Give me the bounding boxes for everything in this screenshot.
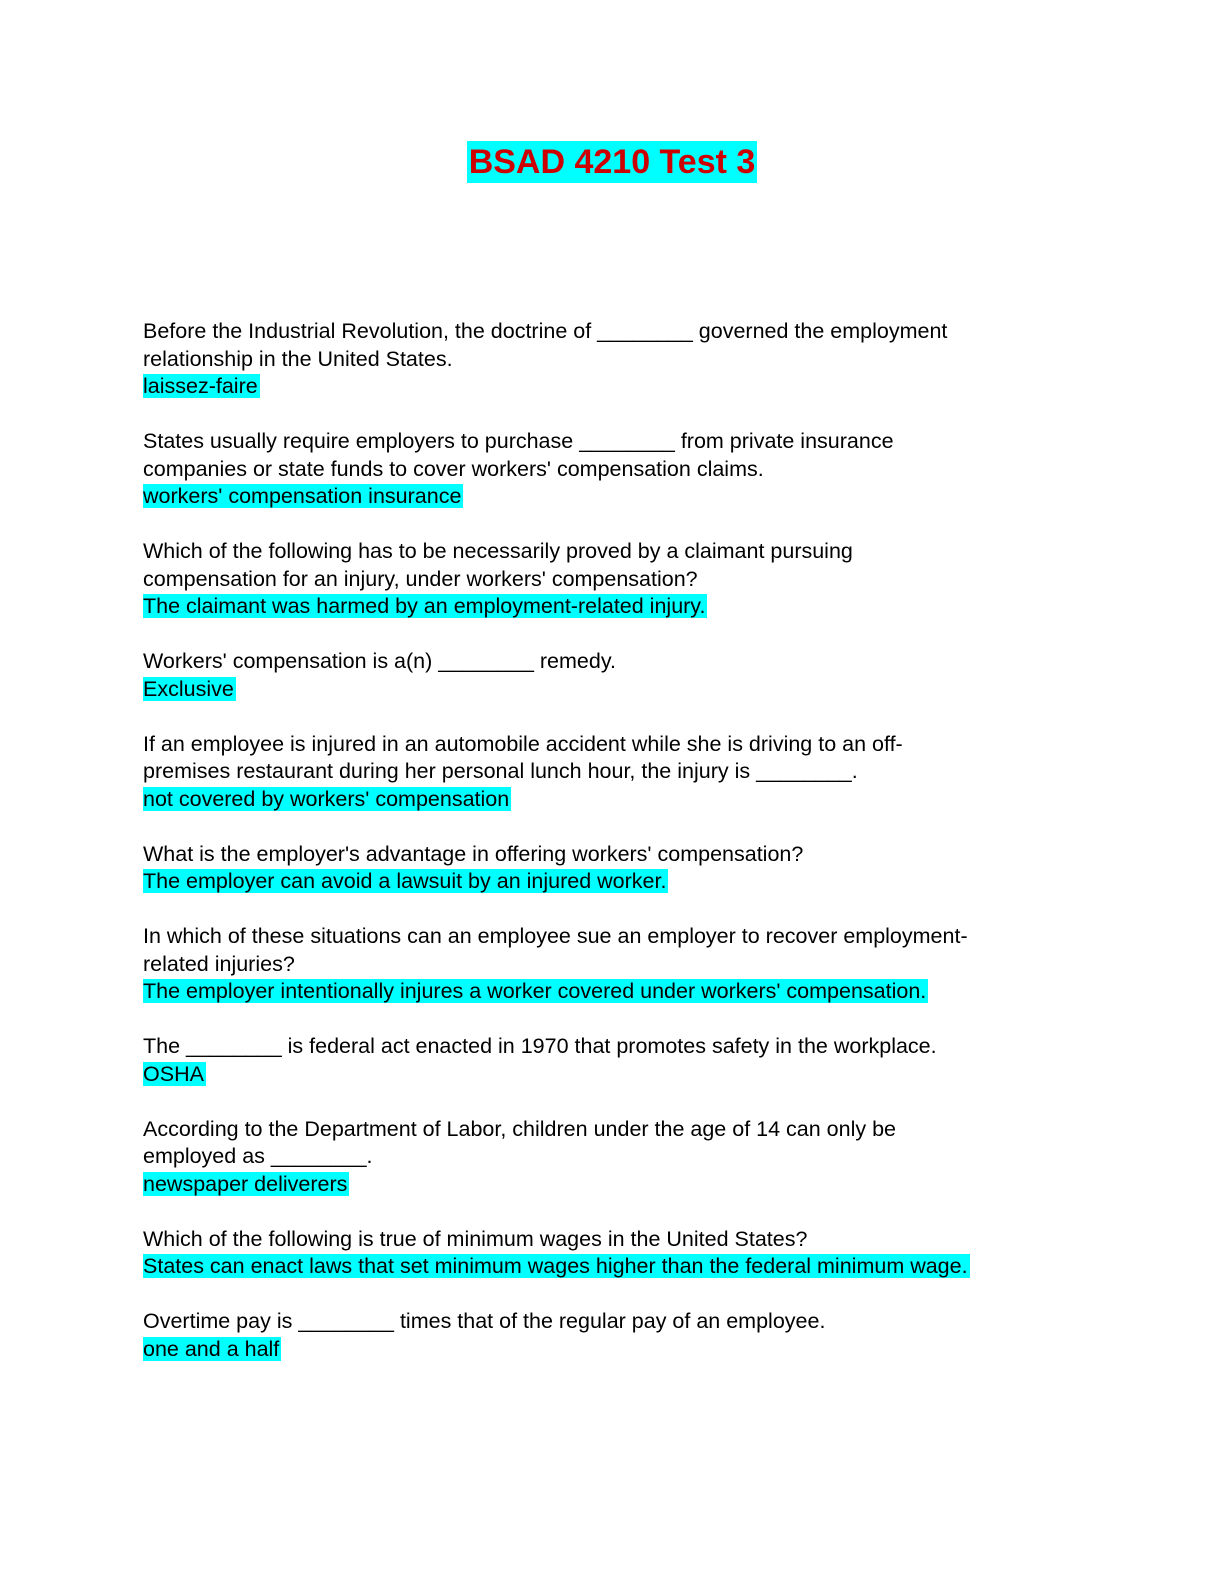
title-container xyxy=(0,141,1224,183)
answer-highlight: not covered by workers' compensation xyxy=(143,786,510,811)
document-title: BSAD 4210 Test 3 xyxy=(468,143,756,181)
qa-item xyxy=(143,648,1063,703)
qa-item xyxy=(143,731,1063,814)
qa-item xyxy=(143,1116,1063,1199)
answer-line xyxy=(143,593,1063,621)
qa-item xyxy=(143,538,1063,621)
question-text: States usually require employers to purchase ________ from private insurance companies or state funds to cover workers' compensation claims. xyxy=(143,429,894,481)
qa-item xyxy=(143,1033,1063,1088)
question-text: According to the Department of Labor, children under the age of 14 can only be employed as ________. xyxy=(143,1116,896,1168)
question-text: Workers' compensation is a(n) ________ remedy. xyxy=(143,649,616,673)
answer-highlight: The employer can avoid a lawsuit by an injured worker. xyxy=(143,869,667,893)
answer-line xyxy=(143,786,1063,814)
qa-item xyxy=(143,318,1063,401)
qa-list xyxy=(143,318,1063,1391)
answer-line xyxy=(143,978,1063,1006)
answer-line xyxy=(143,676,1063,704)
qa-item xyxy=(143,841,1063,896)
answer-highlight: The employer intentionally injures a worker covered under workers' compensation. xyxy=(143,979,927,1003)
answer-highlight: one and a half xyxy=(143,1336,280,1361)
question-text: Before the Industrial Revolution, the doctrine of ________ governed the employment relationship in the United States. xyxy=(143,319,948,371)
qa-item xyxy=(143,1226,1063,1281)
qa-item xyxy=(143,923,1063,1006)
question-text: If an employee is injured in an automobile accident while she is driving to an off- premises restaurant during her personal lunch hour, the injury is ________. xyxy=(143,731,903,783)
question-text: What is the employer's advantage in offering workers' compensation? xyxy=(143,841,804,866)
question-text: Which of the following has to be necessarily proved by a claimant pursuing compensation for an injury, under workers' compensation? xyxy=(143,539,853,591)
answer-line xyxy=(143,1336,1063,1364)
question-text: Which of the following is true of minimum wages in the United States? xyxy=(143,1226,808,1251)
question-text: In which of these situations can an employee sue an employer to recover employment- related injuries? xyxy=(143,924,968,976)
answer-line xyxy=(143,483,1063,511)
answer-line xyxy=(143,868,1063,896)
answer-highlight: OSHA xyxy=(143,1061,204,1086)
answer-highlight: Exclusive xyxy=(143,676,234,701)
qa-item xyxy=(143,1308,1063,1363)
answer-highlight: newspaper deliverers xyxy=(143,1171,348,1196)
answer-highlight: The claimant was harmed by an employment-related injury. xyxy=(143,594,706,618)
answer-line xyxy=(143,1171,1063,1199)
answer-highlight: workers' compensation insurance xyxy=(143,484,462,508)
answer-line xyxy=(143,1253,1063,1281)
question-text: The ________ is federal act enacted in 1970 that promotes safety in the workplace. xyxy=(143,1034,937,1058)
answer-highlight: States can enact laws that set minimum wages higher than the federal minimum wage. xyxy=(143,1254,968,1278)
answer-line xyxy=(143,1061,1063,1089)
question-text: Overtime pay is ________ times that of the regular pay of an employee. xyxy=(143,1309,826,1333)
answer-highlight: laissez-faire xyxy=(143,374,258,398)
answer-line xyxy=(143,373,1063,401)
qa-item xyxy=(143,428,1063,511)
